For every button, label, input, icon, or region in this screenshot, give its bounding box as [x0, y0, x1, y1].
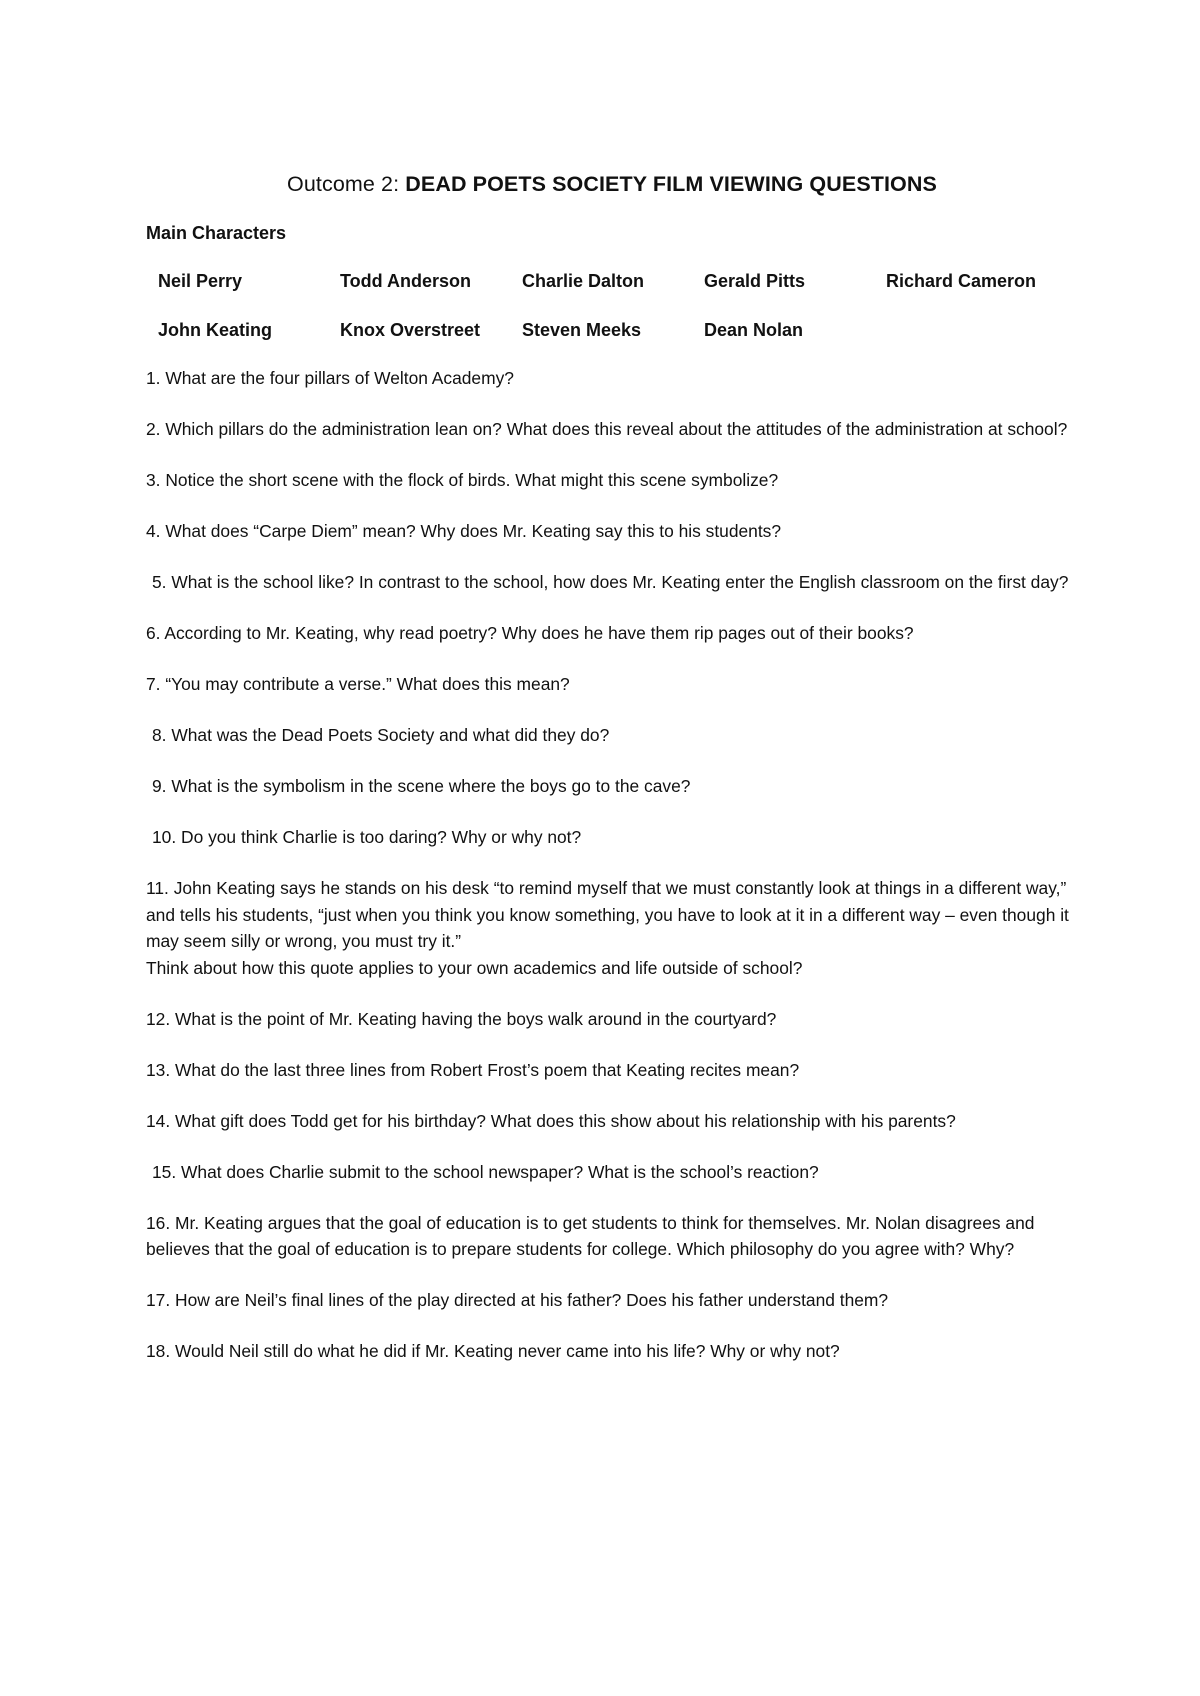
question-list [146, 365, 1080, 1365]
character-name: Charlie Dalton [522, 271, 645, 291]
character-name: Richard Cameron [886, 271, 1037, 291]
question-item: 13. What do the last three lines from Robert Frost’s poem that Keating recites mean? [146, 1059, 800, 1080]
question-item: 5. What is the school like? In contrast to the school, how does Mr. Keating enter the English classroom on the first day? [152, 572, 1069, 592]
question-item: 16. Mr. Keating argues that the goal of education is to get students to think for themselves. Mr. Nolan disagrees and believes that the goal of education is to prepare students for college. Which philosophy do you agree with? Why? [146, 1212, 1035, 1259]
question-item: 10. Do you think Charlie is too daring? Why or why not? [152, 827, 582, 847]
question-item: 15. What does Charlie submit to the school newspaper? What is the school’s reaction? [152, 1161, 819, 1182]
title-main: DEAD POETS SOCIETY FILM VIEWING QUESTIONS [405, 172, 937, 196]
question-item: 3. Notice the short scene with the flock of birds. What might this scene symbolize? [146, 470, 779, 490]
question-item: 7. “You may contribute a verse.” What does this mean? [146, 674, 570, 694]
character-name: Neil Perry [158, 271, 243, 291]
question-11-followup: Think about how this quote applies to your own academics and life outside of school? [146, 957, 803, 978]
question-item: 9. What is the symbolism in the scene where the boys go to the cave? [152, 776, 691, 796]
question-item: 6. According to Mr. Keating, why read poetry? Why does he have them rip pages out of their books? [146, 623, 914, 643]
character-name: John Keating [158, 320, 273, 340]
question-item: 4. What does “Carpe Diem” mean? Why does Mr. Keating say this to his students? [146, 521, 782, 541]
question-item-11 [146, 875, 1080, 981]
question-item: 12. What is the point of Mr. Keating having the boys walk around in the courtyard? [146, 1008, 777, 1029]
character-name: Knox Overstreet [340, 320, 481, 340]
question-item: 8. What was the Dead Poets Society and what did they do? [152, 725, 610, 745]
character-name: Gerald Pitts [704, 271, 806, 291]
question-item: 18. Would Neil still do what he did if Mr. Keating never came into his life? Why or why not? [146, 1341, 840, 1361]
question-item: 14. What gift does Todd get for his birthday? What does this show about his relationship with his parents? [146, 1110, 956, 1131]
character-name: Dean Nolan [704, 320, 804, 340]
characters-list [158, 266, 1080, 345]
character-name: Todd Anderson [340, 271, 471, 291]
question-item: 2. Which pillars do the administration lean on? What does this reveal about the attitudes of the administration at school? [146, 419, 1068, 439]
question-item: 17. How are Neil’s final lines of the play directed at his father? Does his father understand them? [146, 1290, 889, 1310]
characters-heading: Main Characters [146, 223, 287, 243]
page-title [146, 172, 1080, 197]
character-name: Steven Meeks [522, 320, 642, 340]
title-prefix: Outcome 2: [287, 172, 406, 196]
question-item: 1. What are the four pillars of Welton Academy? [146, 368, 514, 388]
question-11-text: 11. John Keating says he stands on his desk “to remind myself that we must constantly look at things in a different way,” and tells his students, “just when you think you know something, you have to look at it in a different way – even though it may seem silly or wrong, you must try it.” [146, 878, 1069, 951]
